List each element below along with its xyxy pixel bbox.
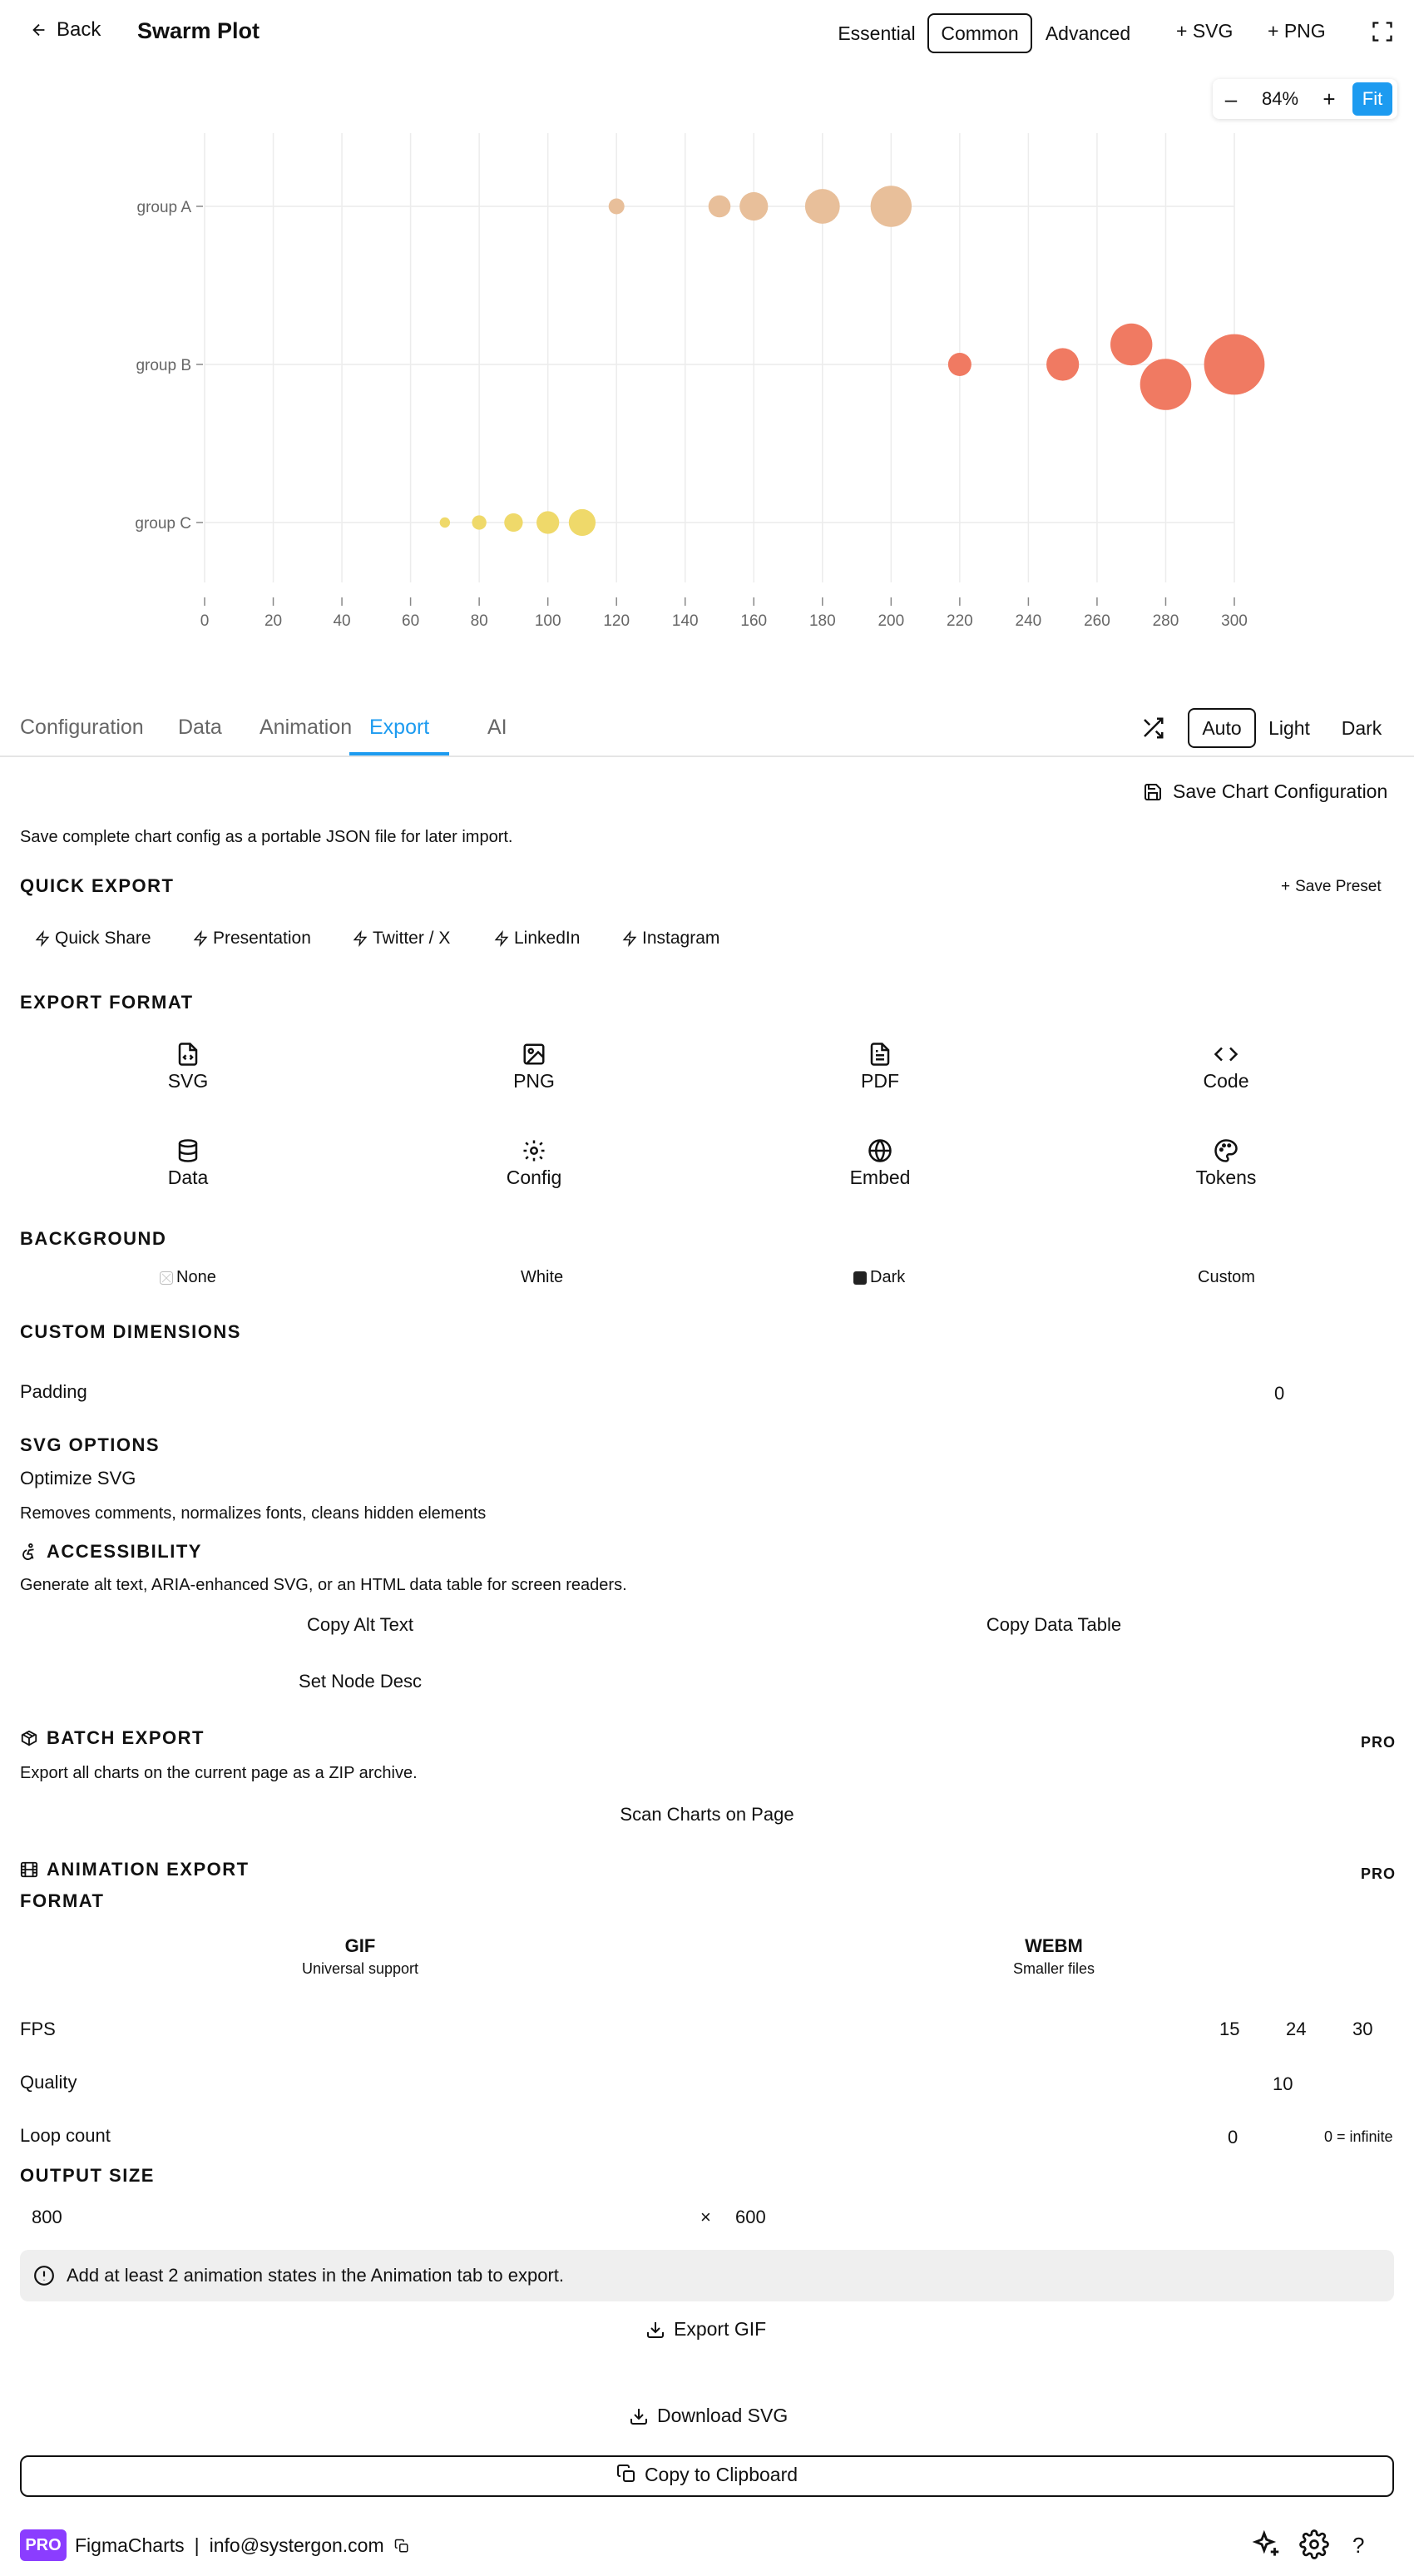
accessibility-description: Generate alt text, ARIA-enhanced SVG, or an HTML data table for screen readers. [20,1576,627,1594]
data-point [536,511,559,533]
back-label: Back [57,18,101,41]
settings-icon[interactable] [1299,2529,1329,2559]
format-gif-option[interactable] [20,1935,700,1978]
theme-auto[interactable]: Auto [1188,708,1256,748]
fps-24[interactable]: 24 [1286,2019,1307,2039]
x-tick-label: 80 [470,612,488,630]
x-tick-label: 280 [1152,612,1179,630]
data-point [440,518,450,528]
x-tick-label: 160 [740,612,768,630]
format-code[interactable] [1176,1042,1276,1092]
data-point [805,189,840,224]
dark-swatch [853,1271,867,1285]
y-tick-label: group A [136,199,191,216]
format-svg[interactable] [138,1042,238,1092]
data-point [1140,359,1192,410]
gif-description: Universal support [301,1960,419,1977]
format-pdf[interactable] [830,1042,930,1092]
copy-to-clipboard-button[interactable] [20,2455,1394,2497]
mode-common[interactable]: Common [927,13,1032,53]
x-tick-label: 180 [808,612,836,630]
svg-options-title: SVG OPTIONS [20,1434,161,1455]
brand-name: FigmaCharts [75,2534,185,2556]
export-gif-label: Export GIF [674,2318,767,2340]
tab-export[interactable]: Export [349,716,449,755]
fps-15[interactable]: 15 [1219,2019,1240,2039]
export-format-title: EXPORT FORMAT [20,992,194,1013]
lightning-icon [622,930,637,947]
data-point [504,513,522,532]
accessibility-icon [20,1543,38,1561]
x-tick-label: 100 [534,612,561,630]
animation-warning [20,2250,1394,2301]
x-tick-label: 40 [333,612,351,630]
x-tick-label: 220 [947,612,973,630]
format-config[interactable] [484,1138,584,1189]
save-config-description: Save complete chart config as a portable JSON file for later import. [20,828,513,846]
save-config-button[interactable] [1143,780,1387,803]
copy-to-clipboard-label: Copy to Clipboard [644,2464,798,2485]
quality-input[interactable]: 10 [1273,2073,1293,2094]
file-text-icon [868,1042,892,1067]
quick-share-button[interactable] [35,929,151,949]
scan-charts-button[interactable]: Scan Charts on Page [620,1804,794,1825]
format-embed-label: Embed [849,1167,911,1188]
presentation-button[interactable] [193,929,311,949]
footer-brand [75,2534,409,2557]
optimize-svg-description: Removes comments, normalizes fonts, cleans hidden elements [20,1504,487,1523]
webm-label: WEBM [1025,1935,1083,1956]
save-preset-label: Save Preset [1295,878,1382,895]
package-icon [20,1729,38,1747]
format-embed[interactable] [830,1138,930,1189]
format-code-label: Code [1203,1070,1249,1092]
arrow-left-icon [30,21,48,39]
batch-export-title: BATCH EXPORT [47,1727,205,1748]
loop-count-hint: 0 = infinite [1324,2128,1393,2145]
optimize-svg-toggle[interactable]: Optimize SVG [20,1468,136,1489]
swarm-chart [0,125,1414,657]
background-white[interactable]: White [521,1268,564,1286]
tabs-divider [0,755,1414,757]
accessibility-header [20,1541,202,1563]
instagram-label: Instagram [642,929,720,948]
loop-count-input[interactable]: 0 [1228,2127,1238,2147]
set-node-desc-button[interactable]: Set Node Desc [299,1671,422,1692]
gif-label: GIF [344,1935,376,1956]
zoom-in-button[interactable]: + [1323,86,1336,111]
add-svg-button[interactable]: + SVG [1176,20,1234,42]
webm-description: Smaller files [1012,1960,1095,1977]
format-png[interactable] [484,1042,584,1092]
add-png-button[interactable]: + PNG [1268,20,1326,42]
fullscreen-icon[interactable] [1371,20,1394,43]
height-input[interactable]: 600 [735,2207,766,2227]
data-point [871,186,912,226]
tab-animation[interactable]: Animation [260,716,353,739]
download-icon [645,2320,665,2340]
page-title: Swarm Plot [137,18,260,43]
data-point [739,192,768,220]
zoom-control [1213,79,1397,119]
lightning-icon [494,930,509,947]
warning-text: Add at least 2 animation states in the Animation tab to export. [67,2265,565,2286]
format-data-label: Data [167,1167,209,1188]
shuffle-icon[interactable] [1140,716,1166,741]
format-tokens[interactable] [1176,1138,1276,1189]
x-tick-label: 300 [1221,612,1248,630]
loop-count-label: Loop count [20,2125,111,2146]
database-icon [176,1138,200,1163]
save-icon [1143,782,1163,802]
y-tick-label: group B [136,357,191,374]
data-point [1110,324,1152,365]
fps-label: FPS [20,2019,56,2039]
footer-pro-badge[interactable]: PRO [20,2529,67,2561]
save-config-label: Save Chart Configuration [1173,780,1388,802]
film-icon [20,1860,38,1879]
image-icon [522,1042,546,1067]
lightning-icon [193,930,208,947]
background-none[interactable] [160,1268,216,1287]
quality-label: Quality [20,2072,77,2093]
zoom-fit-button[interactable]: Fit [1352,82,1392,116]
data-point [472,515,486,529]
fps-30[interactable]: 30 [1352,2019,1373,2039]
download-icon [629,2406,649,2426]
theme-light[interactable]: Light [1268,716,1310,739]
x-tick-label: 260 [1084,612,1110,630]
data-point [1204,334,1265,395]
y-tick-label: group C [135,515,191,533]
width-input[interactable]: 800 [32,2207,62,2227]
copy-icon [616,2464,636,2484]
format-pdf-label: PDF [861,1070,899,1092]
format-webm-option[interactable] [714,1935,1394,1978]
twitter-label: Twitter / X [373,929,451,948]
export-gif-button[interactable] [645,2318,766,2341]
x-tick-label: 240 [1015,612,1042,630]
padding-input[interactable]: 0 [1274,1383,1285,1404]
presentation-label: Presentation [213,929,311,948]
quick-share-label: Quick Share [55,929,151,948]
batch-export-description: Export all charts on the current page as a ZIP archive. [20,1764,418,1782]
data-point [709,196,731,218]
footer-separator: | [194,2534,200,2556]
globe-icon [868,1138,892,1163]
background-title: BACKGROUND [20,1228,167,1249]
x-tick-label: 60 [402,612,420,630]
batch-export-header [20,1727,205,1749]
x-tick-label: 0 [200,612,210,630]
data-point [948,353,972,376]
zoom-out-button[interactable]: – [1224,86,1238,111]
background-none-label: None [176,1268,216,1286]
animation-pro-badge: PRO [1361,1865,1397,1882]
data-point [609,199,625,215]
save-preset-button[interactable] [1281,878,1382,896]
checker-icon [160,1271,173,1285]
zoom-level: 84% [1261,88,1299,109]
copy-data-table-button[interactable]: Copy Data Table [986,1614,1122,1635]
download-svg-label: Download SVG [657,2405,789,2426]
info-icon [33,2265,55,2286]
x-tick-label: 140 [671,612,699,630]
plus-icon: + [1281,878,1291,895]
tab-configuration[interactable]: Configuration [20,716,144,739]
tab-ai[interactable]: AI [487,716,507,739]
background-dark-label: Dark [870,1268,906,1286]
custom-dimensions-title: CUSTOM DIMENSIONS [20,1321,241,1342]
download-svg-button[interactable] [629,2405,788,2427]
data-point [569,509,596,536]
copy-icon[interactable] [394,2539,409,2554]
mode-advanced[interactable]: Advanced [1045,22,1131,44]
accessibility-title: ACCESSIBILITY [47,1541,202,1562]
x-tick-label: 200 [878,612,905,630]
mode-essential[interactable]: Essential [838,22,916,44]
back-button[interactable] [30,18,101,42]
format-tokens-label: Tokens [1195,1167,1257,1188]
padding-label: Padding [20,1381,87,1402]
lightning-icon [353,930,368,947]
sparkles-icon[interactable] [1251,2529,1283,2561]
file-code-icon [176,1042,200,1067]
data-point [1046,348,1079,380]
background-custom[interactable]: Custom [1198,1268,1255,1286]
format-config-label: Config [506,1167,562,1188]
gear-icon [522,1138,546,1163]
code-icon [1214,1042,1238,1067]
theme-dark[interactable]: Dark [1341,716,1382,739]
background-dark[interactable] [853,1268,905,1287]
copy-alt-text-button[interactable]: Copy Alt Text [307,1614,413,1635]
lightning-icon [35,930,50,947]
instagram-button[interactable] [622,929,719,949]
quick-export-title: QUICK EXPORT [20,875,175,896]
linkedin-button[interactable] [494,929,580,949]
format-png-label: PNG [513,1070,555,1092]
format-data[interactable] [138,1138,238,1189]
x-tick-label: 120 [603,612,630,630]
times-symbol: × [700,2207,711,2227]
help-button[interactable]: ? [1352,2533,1365,2558]
footer-email[interactable]: info@systergon.com [209,2534,384,2556]
palette-icon [1214,1138,1238,1163]
twitter-button[interactable] [353,929,450,949]
x-tick-label: 20 [264,612,283,630]
linkedin-label: LinkedIn [514,929,581,948]
top-bar [0,0,1414,65]
output-size-title: OUTPUT SIZE [20,2165,155,2186]
animation-export-title: ANIMATION EXPORT [47,1859,250,1880]
format-svg-label: SVG [167,1070,209,1092]
animation-format-label: FORMAT [20,1890,105,1911]
batch-pro-badge: PRO [1361,1734,1397,1751]
tab-data[interactable]: Data [178,716,222,739]
animation-export-header [20,1859,250,1880]
